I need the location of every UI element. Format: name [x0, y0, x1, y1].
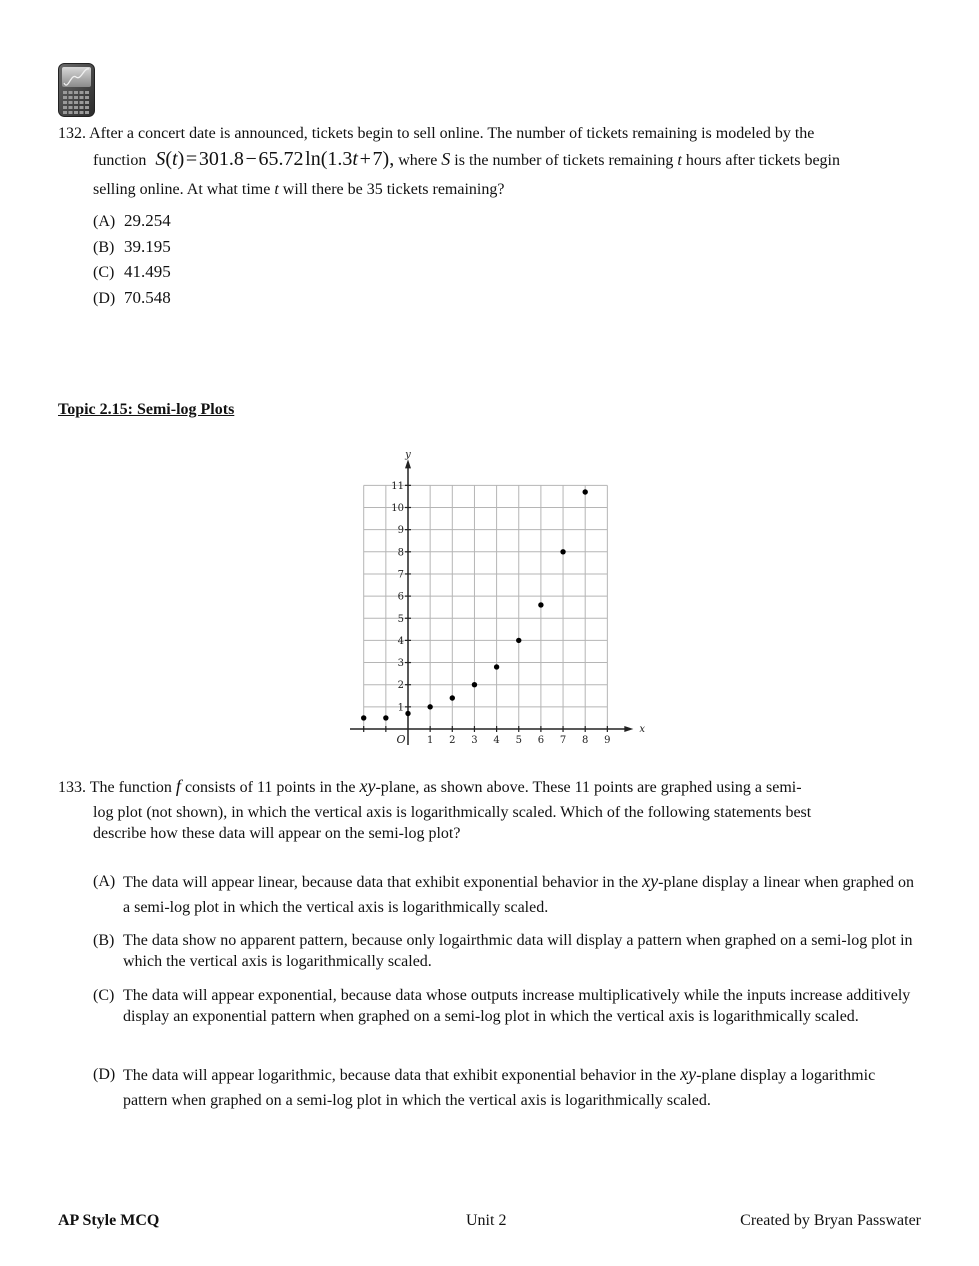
choice-c[interactable]: (C) 41.495 [93, 262, 171, 281]
svg-text:6: 6 [397, 591, 404, 603]
svg-text:1: 1 [426, 735, 434, 746]
choice-a[interactable]: (A) 29.254 [93, 211, 171, 230]
svg-text:8: 8 [582, 735, 589, 746]
data-point [450, 695, 455, 700]
svg-text:4: 4 [493, 735, 500, 746]
question-number: 132. [58, 125, 86, 142]
data-point [361, 715, 366, 720]
data-point [560, 549, 565, 554]
question-133-line-1: 133. The function f consists of 11 points in the xy-plane, as shown above. These 11 points are graphed using a semi- [58, 776, 802, 796]
choice-b[interactable]: (B) 39.195 [93, 237, 171, 256]
svg-text:x: x [639, 724, 645, 735]
svg-text:7: 7 [559, 735, 567, 746]
choice-d[interactable]: (D) 70.548 [93, 288, 171, 307]
svg-text:2: 2 [397, 680, 404, 692]
svg-text:7: 7 [397, 569, 404, 581]
svg-text:5: 5 [515, 735, 522, 746]
scatter-plot-svg [340, 450, 650, 750]
svg-text:8: 8 [397, 547, 404, 559]
svg-text:4: 4 [397, 635, 404, 647]
formula: S(t) = 301.8 − 65.72 ln(1.3t + 7), [155, 148, 395, 170]
svg-text:O: O [396, 733, 406, 746]
svg-text:6: 6 [537, 735, 545, 746]
data-point [383, 715, 388, 720]
data-point [583, 489, 588, 494]
question-133-line-2: log plot (not shown), in which the vertical axis is logarithmically scaled. Which of the following statements best [93, 804, 812, 821]
svg-text:9: 9 [397, 525, 404, 537]
question-132-line-2: function S(t) = 301.8 − 65.72 ln(1.3t + 7), where S is the number of tickets remaining t hours after tickets begin [93, 148, 840, 170]
data-point [494, 664, 499, 669]
data-point [538, 602, 543, 607]
data-point [427, 704, 432, 709]
svg-text:3: 3 [397, 658, 404, 670]
data-point [405, 711, 410, 716]
question-132-line-1: 132. After a concert date is announced, tickets begin to sell online. The number of tickets remaining is modeled by the [58, 125, 815, 142]
svg-text:5: 5 [397, 613, 404, 625]
svg-text:3: 3 [471, 735, 478, 746]
svg-text:2: 2 [449, 735, 456, 746]
choice-c[interactable]: (C) The data will appear exponential, because data whose outputs increase multiplicatively while the inputs increase additively display an exponential pattern when graphed on a semi-log plot in which the vertical axis is logarithmically scaled. [93, 987, 911, 1025]
footer-left: AP Style MCQ [58, 1212, 160, 1229]
choice-d[interactable]: (D) The data will appear logarithmic, because data that exhibit exponential behavior in the xy-plane display a logarithmic pattern when graphed on a semi-log plot in which the vertical axis is logarithmically scaled. [93, 1064, 876, 1109]
topic-heading: Topic 2.15: Semi-log Plots [58, 401, 235, 418]
svg-text:9: 9 [604, 735, 611, 746]
svg-text:10: 10 [391, 503, 404, 514]
svg-text:1: 1 [397, 702, 404, 714]
question-132-line-3: selling online. At what time t will there be 35 tickets remaining? [93, 181, 505, 198]
data-point [516, 638, 521, 643]
graphing-calculator-icon [58, 63, 95, 117]
svg-text:y: y [405, 450, 411, 461]
question-133-line-3: describe how these data will appear on the semi-log plot? [93, 825, 461, 842]
scatter-plot [340, 450, 650, 750]
footer-center: Unit 2 [466, 1212, 507, 1229]
svg-text:11: 11 [391, 480, 404, 492]
choice-b[interactable]: (B) The data show no apparent pattern, because only logairthmic data will display a pattern when graphed on a semi-log plot in which the vertical axis is logarithmically scaled. [93, 932, 913, 970]
data-point [472, 682, 477, 687]
footer-right: Created by Bryan Passwater [740, 1212, 921, 1229]
choice-a[interactable]: (A) The data will appear linear, because data that exhibit exponential behavior in the xy-plane display a linear when graphed on a semi-log plot in which the vertical axis is logarithmically scaled. [93, 871, 915, 916]
